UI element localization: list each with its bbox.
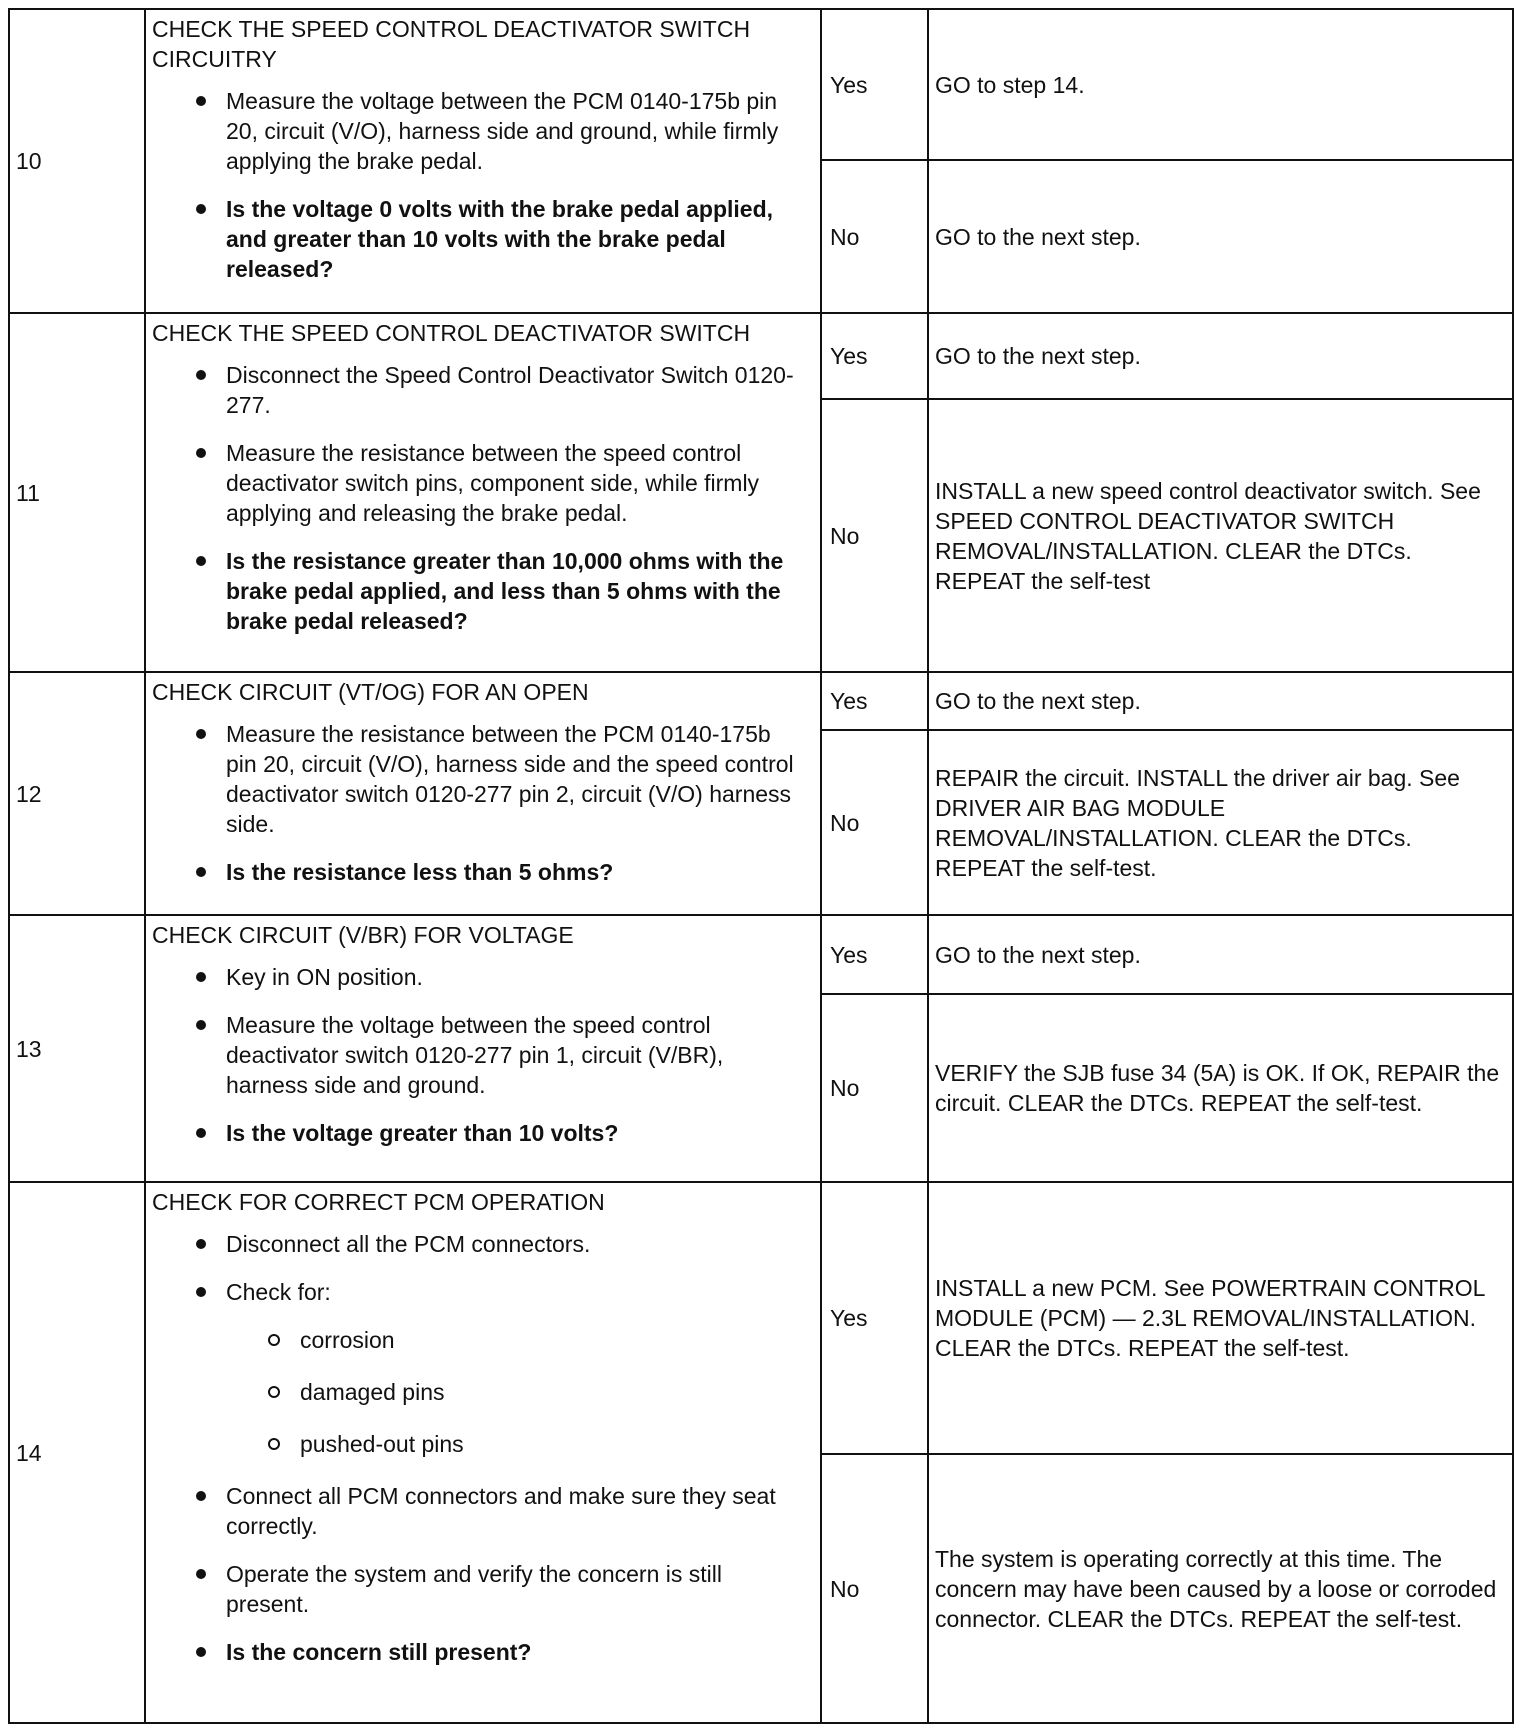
yes-action: GO to the next step. <box>928 915 1513 994</box>
yes-label: Yes <box>821 1182 928 1454</box>
step-title: CHECK FOR CORRECT PCM OPERATION <box>152 1189 605 1215</box>
step-bullet: Measure the voltage between the speed control deactivator switch 0120-277 pin 1, circuit (V/BR), harness side and ground. <box>226 1010 804 1100</box>
yes-action: GO to the next step. <box>928 672 1513 730</box>
step-check-cell <box>145 9 821 313</box>
step-row-14 <box>9 1182 1513 1454</box>
step-number: 14 <box>9 1182 145 1723</box>
step-number: 10 <box>9 9 145 313</box>
no-label: No <box>821 160 928 313</box>
yes-label: Yes <box>821 9 928 160</box>
yes-label: Yes <box>821 672 928 730</box>
step-number: 12 <box>9 672 145 915</box>
no-action: The system is operating correctly at this time. The concern may have been caused by a loose or corroded connector. CLEAR the DTCs. REPEAT the self-test. <box>928 1454 1513 1723</box>
step-bullet: Disconnect all the PCM connectors. <box>226 1229 804 1259</box>
step-bullet: Connect all PCM connectors and make sure they seat correctly. <box>226 1481 804 1541</box>
step-check-cell <box>145 915 821 1182</box>
no-action: REPAIR the circuit. INSTALL the driver air bag. See DRIVER AIR BAG MODULE REMOVAL/INSTALLATION. CLEAR the DTCs. REPEAT the self-test. <box>928 730 1513 915</box>
no-label: No <box>821 1454 928 1723</box>
step-bullet: Disconnect the Speed Control Deactivator Switch 0120-277. <box>226 360 804 420</box>
step-title: CHECK THE SPEED CONTROL DEACTIVATOR SWITCH <box>152 320 751 346</box>
sub-bullet: corrosion <box>300 1325 804 1355</box>
step-check-cell <box>145 313 821 672</box>
step-bullet: Key in ON position. <box>226 962 804 992</box>
diagnostic-table <box>8 8 1514 1724</box>
no-label: No <box>821 994 928 1182</box>
yes-action: GO to step 14. <box>928 9 1513 160</box>
no-action: GO to the next step. <box>928 160 1513 313</box>
sub-bullet: pushed-out pins <box>300 1429 804 1459</box>
step-bullet: Measure the resistance between the speed control deactivator switch pins, component side, while firmly applying and releasing the brake pedal. <box>226 438 804 528</box>
yes-action: GO to the next step. <box>928 313 1513 399</box>
step-bullet: Check for: <box>226 1277 804 1307</box>
step-number: 13 <box>9 915 145 1182</box>
step-title: CHECK THE SPEED CONTROL DEACTIVATOR SWITCH CIRCUITRY <box>152 16 751 72</box>
yes-label: Yes <box>821 915 928 994</box>
no-action: VERIFY the SJB fuse 34 (5A) is OK. If OK, REPAIR the circuit. CLEAR the DTCs. REPEAT the self-test. <box>928 994 1513 1182</box>
no-label: No <box>821 730 928 915</box>
step-question: Is the resistance greater than 10,000 ohms with the brake pedal applied, and less than 5 ohms with the brake pedal released? <box>226 546 804 636</box>
step-check-cell <box>145 672 821 915</box>
step-question: Is the concern still present? <box>226 1637 804 1667</box>
no-action: INSTALL a new speed control deactivator switch. See SPEED CONTROL DEACTIVATOR SWITCH REMOVAL/INSTALLATION. CLEAR the DTCs. REPEAT the self-test <box>928 399 1513 672</box>
step-question: Is the voltage greater than 10 volts? <box>226 1118 804 1148</box>
step-row-11 <box>9 313 1513 399</box>
step-title: CHECK CIRCUIT (VT/OG) FOR AN OPEN <box>152 679 589 705</box>
step-check-cell <box>145 1182 821 1723</box>
no-label: No <box>821 399 928 672</box>
sub-bullet: damaged pins <box>300 1377 804 1407</box>
step-row-10 <box>9 9 1513 160</box>
yes-label: Yes <box>821 313 928 399</box>
step-question: Is the resistance less than 5 ohms? <box>226 857 804 887</box>
step-question: Is the voltage 0 volts with the brake pedal applied, and greater than 10 volts with the brake pedal released? <box>226 194 804 284</box>
step-bullet: Operate the system and verify the concern is still present. <box>226 1559 804 1619</box>
step-row-12 <box>9 672 1513 730</box>
step-bullet: Measure the resistance between the PCM 0140-175b pin 20, circuit (V/O), harness side and the speed control deactivator switch 0120-277 pin 2, circuit (V/O) harness side. <box>226 719 804 839</box>
yes-action: INSTALL a new PCM. See POWERTRAIN CONTROL MODULE (PCM) — 2.3L REMOVAL/INSTALLATION. CLEAR the DTCs. REPEAT the self-test. <box>928 1182 1513 1454</box>
step-row-13 <box>9 915 1513 994</box>
step-bullet: Measure the voltage between the PCM 0140-175b pin 20, circuit (V/O), harness side and ground, while firmly applying the brake pedal. <box>226 86 804 176</box>
step-title: CHECK CIRCUIT (V/BR) FOR VOLTAGE <box>152 922 574 948</box>
step-number: 11 <box>9 313 145 672</box>
